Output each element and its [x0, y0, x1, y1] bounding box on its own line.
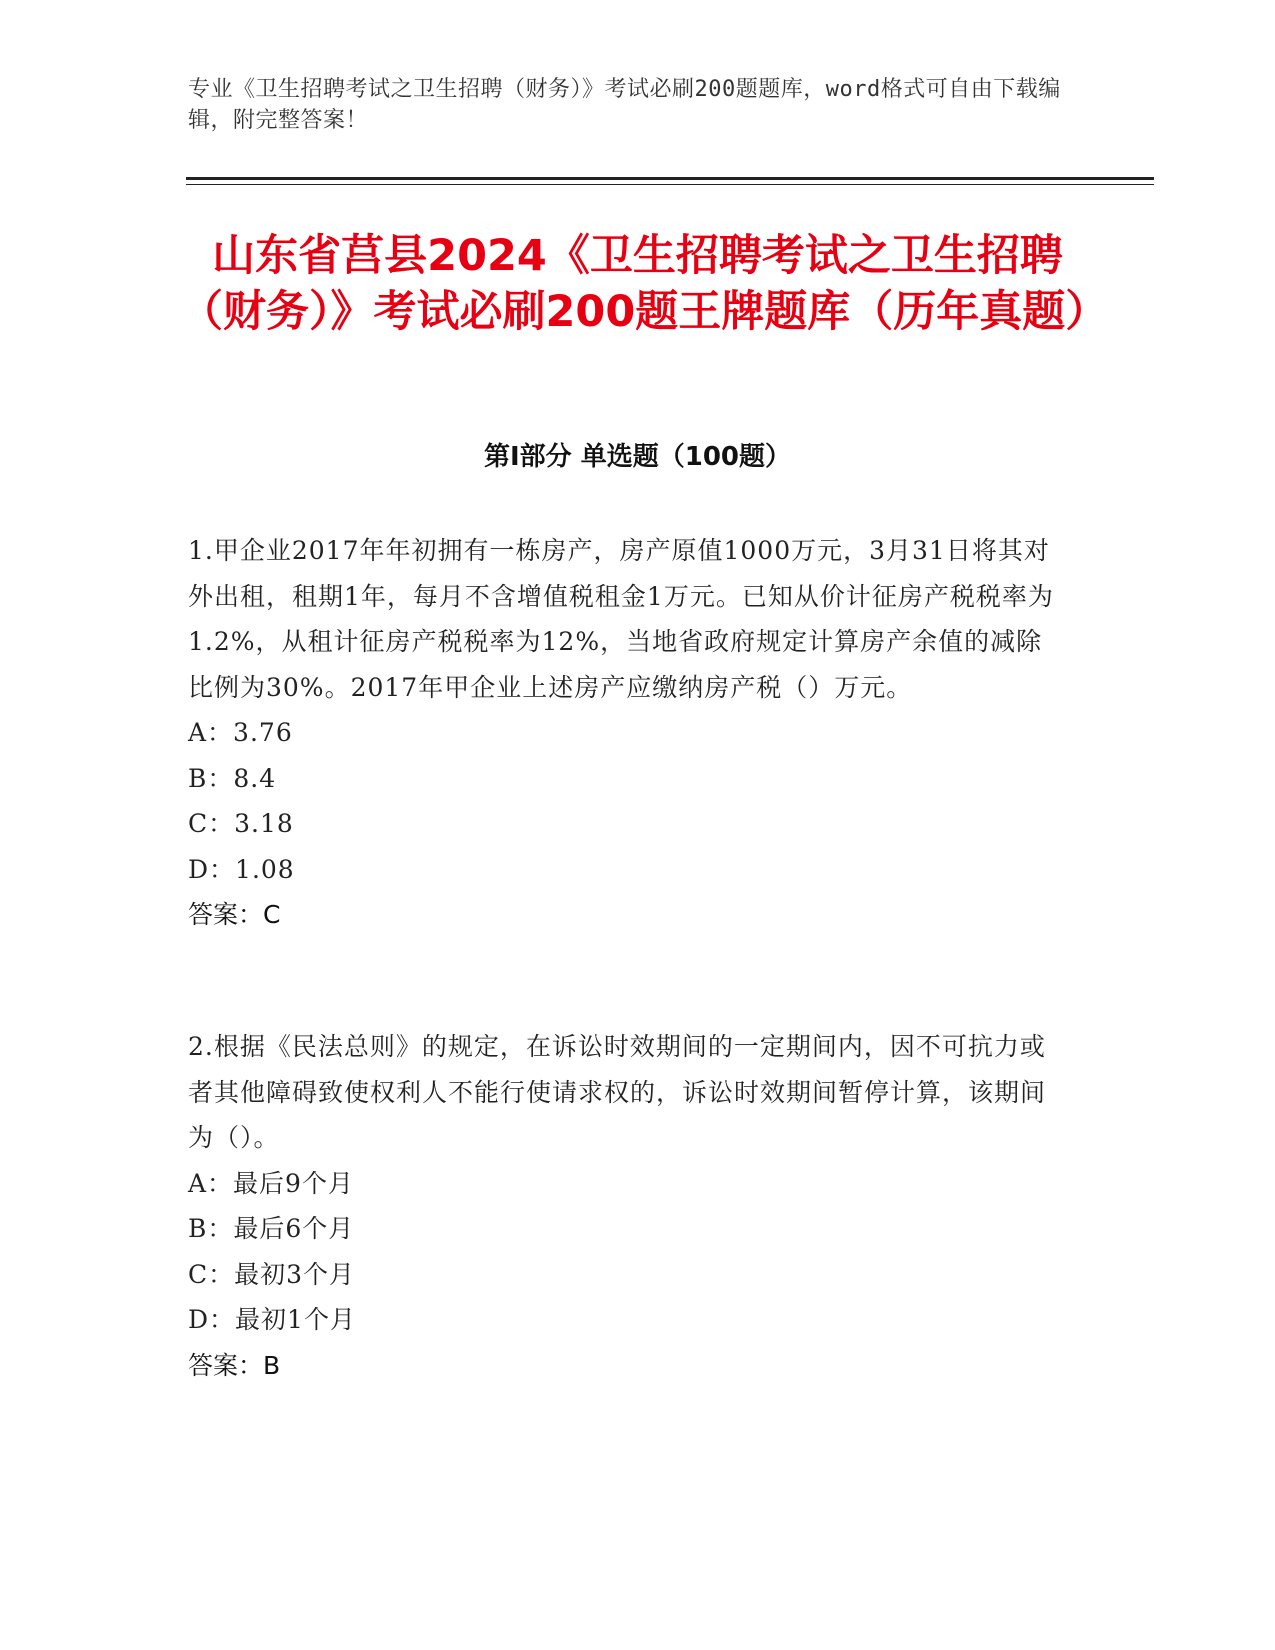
option-c: C：3.18 — [188, 809, 294, 838]
header-rule-thin — [186, 184, 1154, 185]
option-d: D：1.08 — [188, 854, 295, 884]
option-c: C：最初3个月 — [188, 1259, 356, 1289]
header-note: 专业《卫生招聘考试之卫生招聘（财务）》考试必刷200题题库，word格式可自由下载编辑，附完整答案！ — [188, 77, 1061, 133]
option-a: A：3.76 — [188, 718, 293, 747]
question-item — [188, 1024, 1068, 1388]
answer: 答案：C — [188, 900, 281, 929]
question-item — [188, 528, 1068, 938]
option-b: B：8.4 — [188, 763, 277, 793]
option-b: B：最后6个月 — [188, 1214, 355, 1243]
question-stem: 2.根据《民法总则》的规定，在诉讼时效期间的一定期间内，因不可抗力或者其他障碍致使权利人不能行使请求权的，诉讼时效期间暂停计算，该期间为（）。 — [188, 1032, 1047, 1152]
header-rule-thick — [186, 177, 1154, 180]
question-stem: 1.甲企业2017年年初拥有一栋房产，房产原值1000万元，3月31日将其对外出租，租期1年，每月不含增值税租金1万元。已知从价计征房产税税率为1.2%，从租计征房产税税率为12%，当地省政府规定计算房产余值的减除比例为30%。2017年甲企业上述房产应缴纳房产税（）万元。 — [188, 536, 1054, 702]
answer: 答案：B — [188, 1350, 281, 1380]
document-title: 山东省莒县2024《卫生招聘考试之卫生招聘（财务）》考试必刷200题王牌题库（历年真题） — [180, 231, 1109, 337]
option-d: D：最初1个月 — [188, 1305, 356, 1334]
option-a: A：最后9个月 — [188, 1168, 354, 1198]
section-title: 第I部分 单选题（100题） — [484, 442, 791, 472]
